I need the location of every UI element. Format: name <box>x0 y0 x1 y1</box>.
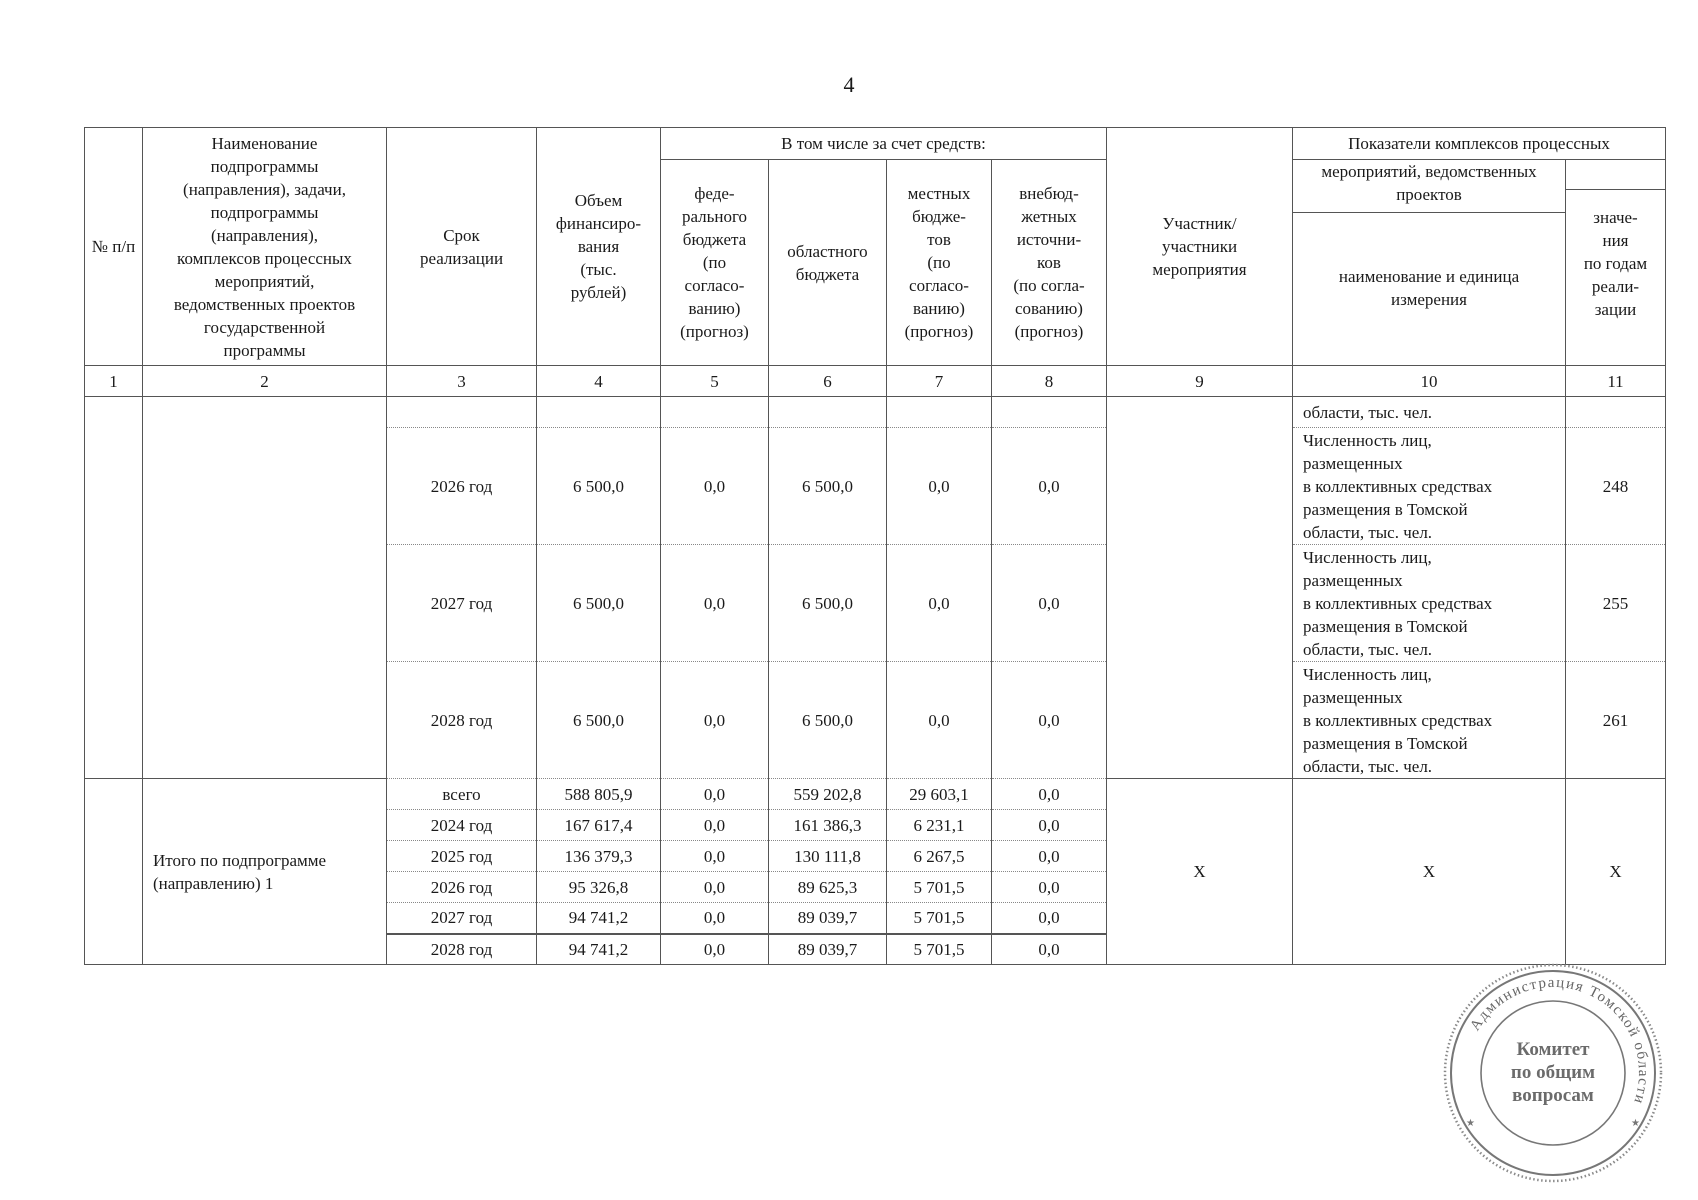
summary-indicator: Х <box>1293 779 1566 965</box>
summary-local: 29 603,1 <box>887 779 992 810</box>
seal-ring-text: Администрация Томской области <box>1467 974 1652 1107</box>
header-local: местных бюдже- тов (по согласо- ванию) (прогноз) <box>887 160 992 366</box>
summary-federal: 0,0 <box>661 934 769 965</box>
header-indicators-group: Показатели комплексов процессных <box>1293 128 1666 160</box>
total-cell: 6 500,0 <box>537 428 661 545</box>
summary-total: 94 741,2 <box>537 934 661 965</box>
col-num: 3 <box>387 366 537 397</box>
header-regional: областного бюджета <box>769 160 887 366</box>
summary-extra: 0,0 <box>992 841 1107 872</box>
header-extrabudget: внебюд- жетных источни- ков (по согла- сованию) (прогноз) <box>992 160 1107 366</box>
header-term: Срок реализации <box>387 128 537 366</box>
header-number: № п/п <box>85 128 143 366</box>
local-cell: 0,0 <box>887 545 992 662</box>
summary-number-cell <box>85 779 143 965</box>
summary-label: Итого по подпрограмме (направлению) 1 <box>143 779 387 965</box>
summary-extra: 0,0 <box>992 779 1107 810</box>
summary-local: 5 701,5 <box>887 934 992 965</box>
col-num: 9 <box>1107 366 1293 397</box>
extra-cell: 0,0 <box>992 545 1107 662</box>
federal-cell: 0,0 <box>661 545 769 662</box>
seal-star-icon: ★ <box>1631 1118 1640 1129</box>
federal-cell: 0,0 <box>661 662 769 779</box>
col-num: 5 <box>661 366 769 397</box>
total-cell: 6 500,0 <box>537 662 661 779</box>
summary-extra: 0,0 <box>992 903 1107 934</box>
summary-total: 588 805,9 <box>537 779 661 810</box>
financing-table <box>84 127 1666 965</box>
summary-federal: 0,0 <box>661 841 769 872</box>
indicator-cell: Численность лиц, размещенных в коллективных средствах размещения в Томской области, тыс. чел. <box>1293 428 1566 545</box>
summary-regional: 161 386,3 <box>769 810 887 841</box>
summary-period: 2027 год <box>387 903 537 934</box>
regional-cell: 6 500,0 <box>769 662 887 779</box>
summary-total: 94 741,2 <box>537 903 661 934</box>
indicator-cell: Численность лиц, размещенных в коллективных средствах размещения в Томской области, тыс. чел. <box>1293 545 1566 662</box>
summary-row <box>85 779 1666 810</box>
summary-federal: 0,0 <box>661 810 769 841</box>
col-num: 2 <box>143 366 387 397</box>
summary-participant: Х <box>1107 779 1293 965</box>
summary-local: 5 701,5 <box>887 903 992 934</box>
continuation-row <box>85 397 1666 428</box>
year-cell: 2027 год <box>387 545 537 662</box>
summary-period: 2028 год <box>387 934 537 965</box>
summary-federal: 0,0 <box>661 903 769 934</box>
official-seal <box>1438 958 1668 1188</box>
summary-extra: 0,0 <box>992 810 1107 841</box>
seal-line: вопросам <box>1512 1085 1594 1106</box>
col-num: 1 <box>85 366 143 397</box>
summary-regional: 130 111,8 <box>769 841 887 872</box>
indicator-value-cell: 255 <box>1566 545 1666 662</box>
regional-cell: 6 500,0 <box>769 545 887 662</box>
seal-line: Комитет <box>1516 1039 1590 1060</box>
summary-regional: 89 625,3 <box>769 872 887 903</box>
summary-regional: 89 039,7 <box>769 934 887 965</box>
col-num: 10 <box>1293 366 1566 397</box>
col-num: 11 <box>1566 366 1666 397</box>
total-cell: 6 500,0 <box>537 545 661 662</box>
header-name: Наименование подпрограммы (направления), задачи, подпрограммы (направления), комплексов процессных мероприятий, ведомственных проектов государственной программы <box>143 128 387 366</box>
summary-regional: 559 202,8 <box>769 779 887 810</box>
summary-federal: 0,0 <box>661 872 769 903</box>
col-num: 6 <box>769 366 887 397</box>
indicator-value-cell: 261 <box>1566 662 1666 779</box>
summary-value: Х <box>1566 779 1666 965</box>
header-sources-group: В том числе за счет средств: <box>661 128 1107 160</box>
header-indicator-name: мероприятий, ведомственных проектов наименование и единица измерения <box>1293 160 1566 366</box>
indicator-cell: Численность лиц, размещенных в коллективных средствах размещения в Томской области, тыс. чел. <box>1293 662 1566 779</box>
header-indicator-values: значе- ния по годам реали- зации <box>1566 160 1666 366</box>
header-participant: Участник/ участники мероприятия <box>1107 128 1293 366</box>
col-num: 4 <box>537 366 661 397</box>
year-cell: 2028 год <box>387 662 537 779</box>
summary-period: 2026 год <box>387 872 537 903</box>
summary-total: 95 326,8 <box>537 872 661 903</box>
column-numbers-row <box>85 366 1666 397</box>
header-volume: Объем финансиро- вания (тыс. рублей) <box>537 128 661 366</box>
summary-local: 5 701,5 <box>887 872 992 903</box>
summary-local: 6 267,5 <box>887 841 992 872</box>
summary-total: 167 617,4 <box>537 810 661 841</box>
indicator-continuation: области, тыс. чел. <box>1293 397 1566 428</box>
federal-cell: 0,0 <box>661 428 769 545</box>
summary-period: 2025 год <box>387 841 537 872</box>
summary-local: 6 231,1 <box>887 810 992 841</box>
summary-federal: 0,0 <box>661 779 769 810</box>
row-name-cell <box>143 397 387 779</box>
summary-extra: 0,0 <box>992 934 1107 965</box>
summary-period: 2024 год <box>387 810 537 841</box>
summary-total: 136 379,3 <box>537 841 661 872</box>
header-federal: феде- рального бюджета (по согласо- ванию) (прогноз) <box>661 160 769 366</box>
seal-star-icon: ★ <box>1466 1118 1475 1129</box>
participant-cell <box>1107 397 1293 779</box>
summary-period: всего <box>387 779 537 810</box>
regional-cell: 6 500,0 <box>769 428 887 545</box>
col-num: 7 <box>887 366 992 397</box>
row-number-cell <box>85 397 143 779</box>
summary-regional: 89 039,7 <box>769 903 887 934</box>
year-cell: 2026 год <box>387 428 537 545</box>
extra-cell: 0,0 <box>992 662 1107 779</box>
local-cell: 0,0 <box>887 428 992 545</box>
col-num: 8 <box>992 366 1107 397</box>
page-number: 4 <box>843 72 855 97</box>
summary-extra: 0,0 <box>992 872 1107 903</box>
extra-cell: 0,0 <box>992 428 1107 545</box>
local-cell: 0,0 <box>887 662 992 779</box>
seal-line: по общим <box>1510 1062 1596 1083</box>
indicator-value-cell: 248 <box>1566 428 1666 545</box>
